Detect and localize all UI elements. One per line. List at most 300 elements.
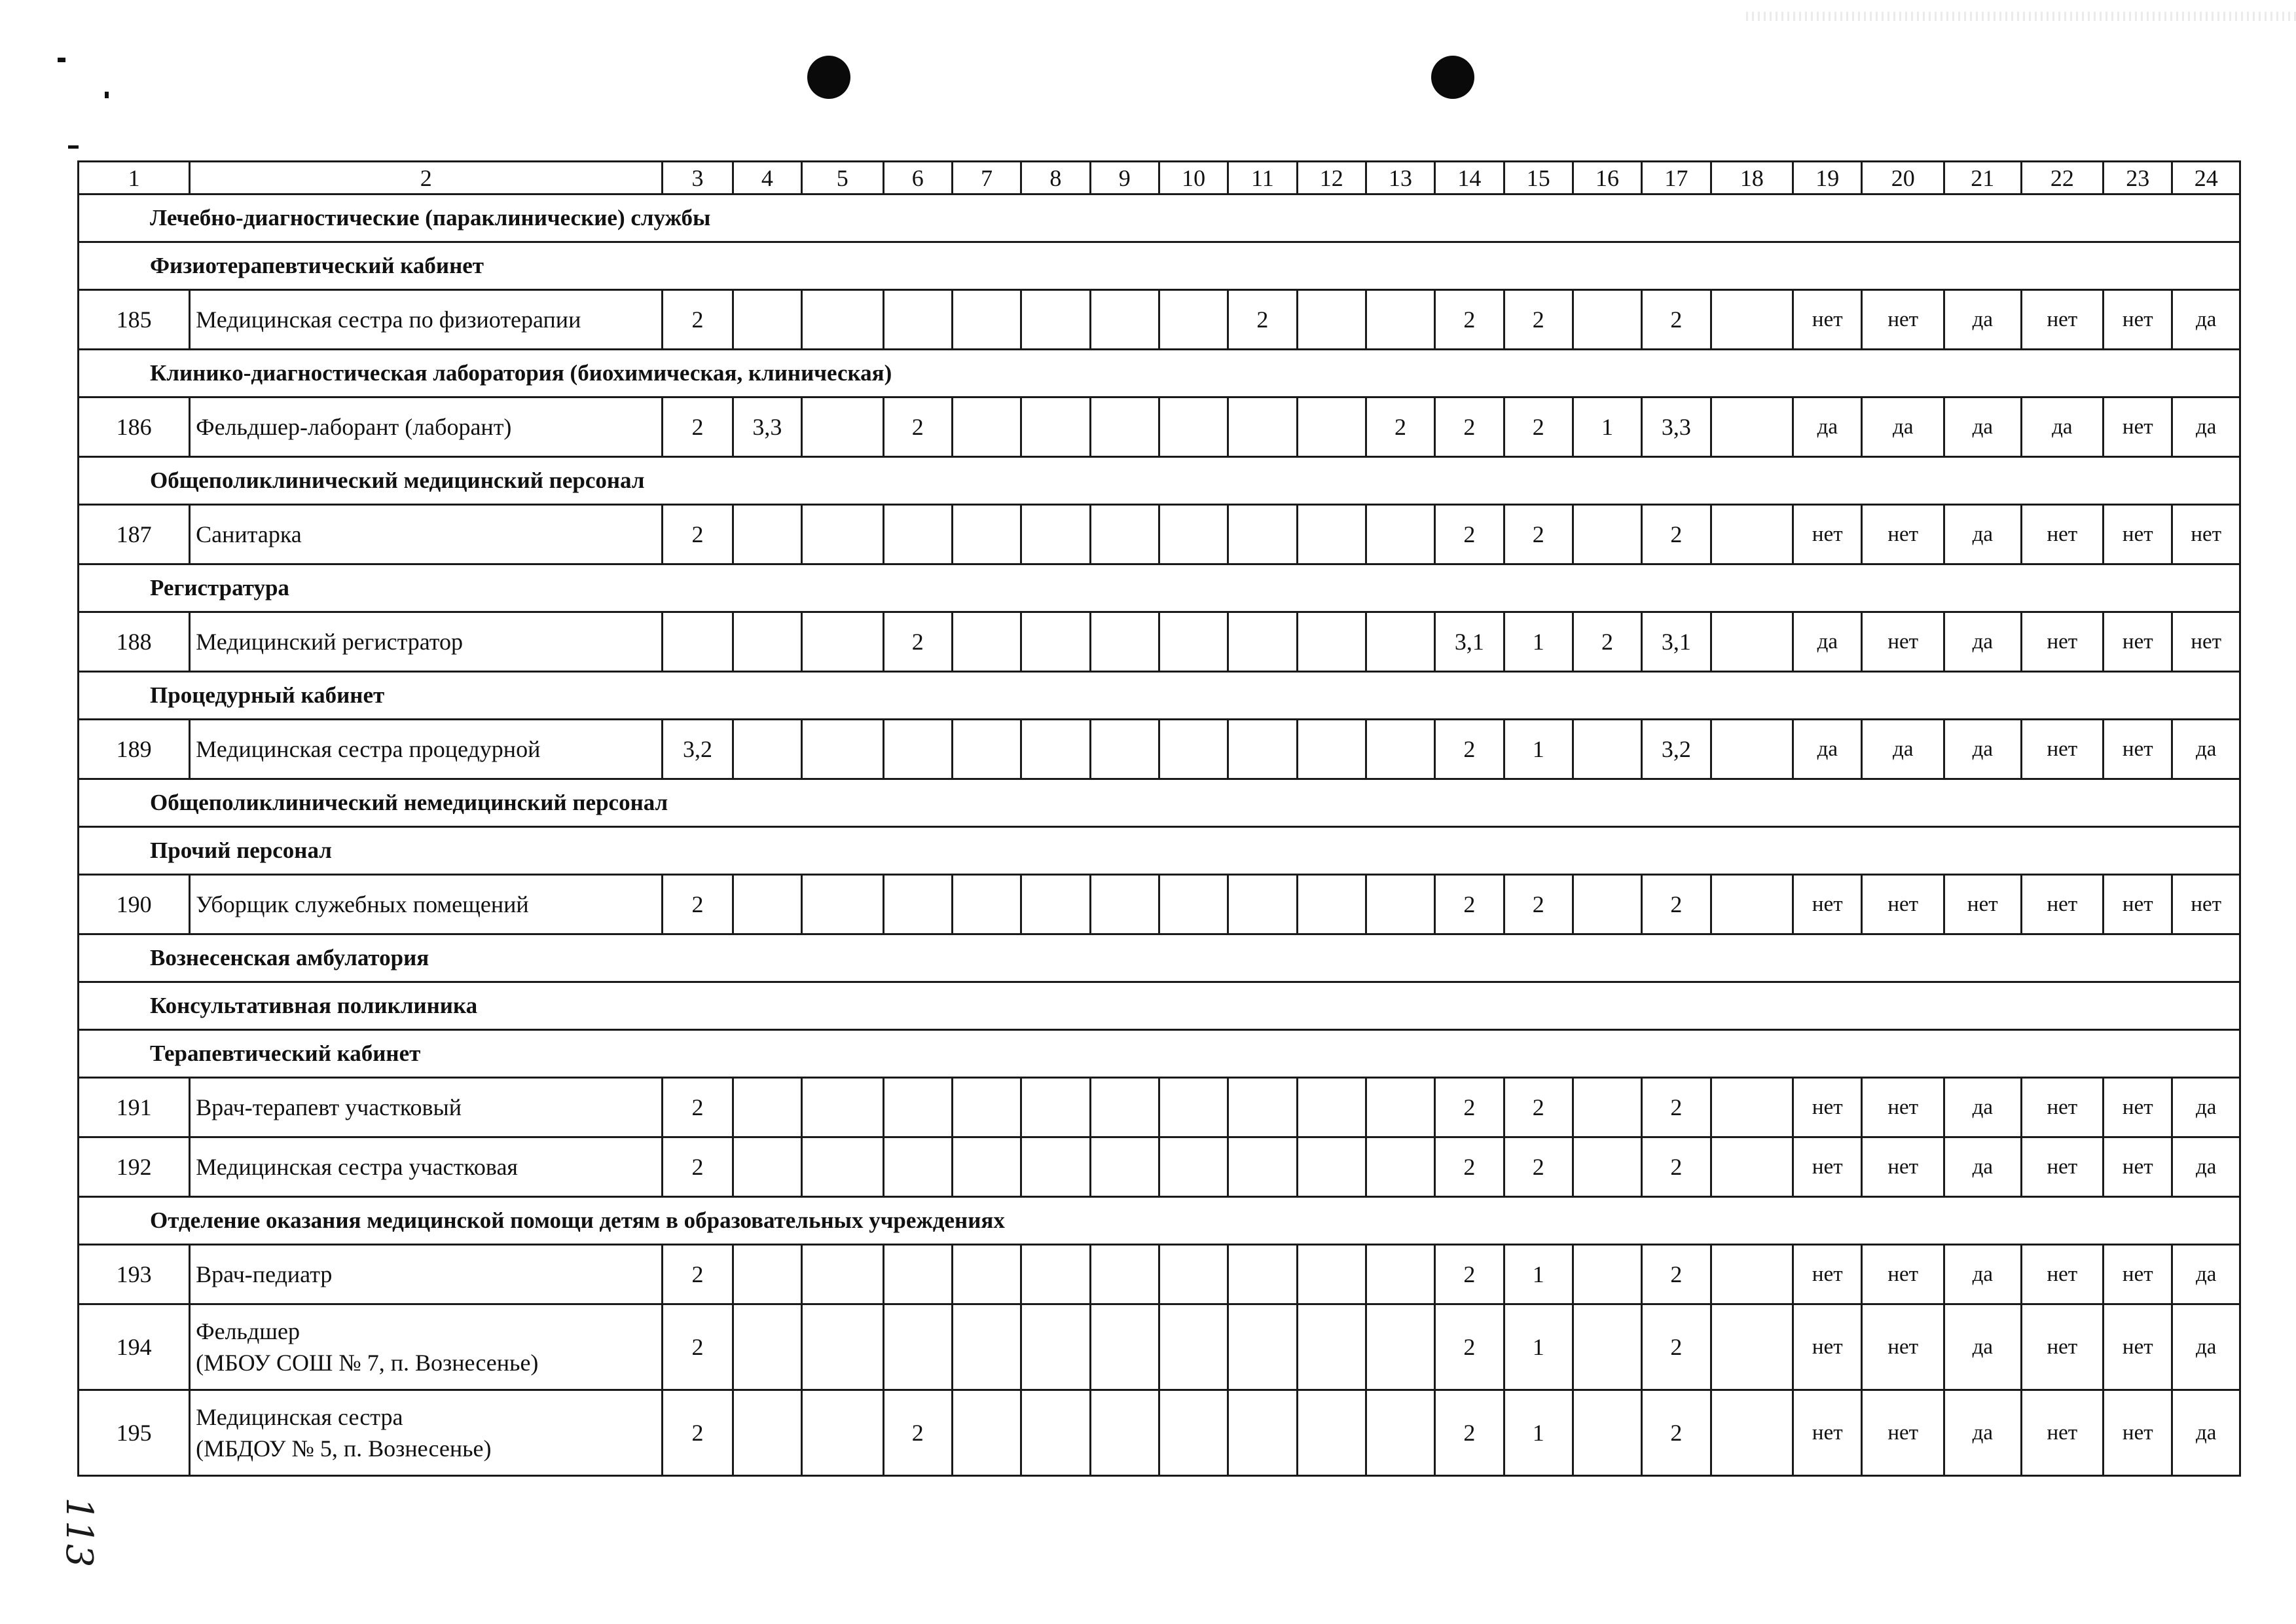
yes-no-cell: нет xyxy=(1862,875,1944,934)
position-name-line: Фельдшер-лаборант (лаборант) xyxy=(196,414,512,440)
class-cell xyxy=(802,720,884,779)
class-cell xyxy=(1297,875,1366,934)
column-number: 10 xyxy=(1159,162,1228,194)
class-cell xyxy=(952,1304,1021,1390)
position-name-line: Фельдшер xyxy=(196,1318,300,1344)
class-cell xyxy=(1366,1137,1434,1197)
section-title: Вознесенская амбулатория xyxy=(79,934,2240,982)
yes-no-cell: нет xyxy=(2021,875,2104,934)
position-name-line: Уборщик служебных помещений xyxy=(196,891,529,917)
yes-no-cell: нет xyxy=(1793,1078,1862,1137)
class-cell xyxy=(883,1137,952,1197)
class-cell xyxy=(1711,1137,1793,1197)
section-title: Физиотерапевтический кабинет xyxy=(79,242,2240,290)
class-cell xyxy=(1366,612,1434,672)
position-name xyxy=(190,1390,663,1476)
column-number: 21 xyxy=(1944,162,2021,194)
class-cell xyxy=(1297,1245,1366,1304)
yes-no-cell: нет xyxy=(1862,1245,1944,1304)
yes-no-cell: нет xyxy=(1793,875,1862,934)
punch-hole xyxy=(1431,56,1474,99)
class-cell xyxy=(1159,1245,1228,1304)
class-cell xyxy=(1366,1245,1434,1304)
class-cell xyxy=(1159,612,1228,672)
yes-no-cell: да xyxy=(1862,397,1944,457)
section-row xyxy=(79,827,2240,875)
position-name xyxy=(190,290,663,350)
class-cell: 2 xyxy=(1642,1137,1711,1197)
yes-no-cell: нет xyxy=(2104,1078,2172,1137)
position-name xyxy=(190,1137,663,1197)
position-name xyxy=(190,505,663,564)
column-number: 19 xyxy=(1793,162,1862,194)
class-cell: 1 xyxy=(1504,720,1573,779)
class-cell: 2 xyxy=(1642,505,1711,564)
yes-no-cell: нет xyxy=(2104,612,2172,672)
class-cell xyxy=(1021,875,1090,934)
column-number: 8 xyxy=(1021,162,1090,194)
class-cell xyxy=(1573,1245,1641,1304)
class-cell xyxy=(1090,1304,1159,1390)
class-cell xyxy=(802,612,884,672)
class-cell xyxy=(733,1078,801,1137)
column-number: 12 xyxy=(1297,162,1366,194)
section-row xyxy=(79,1197,2240,1245)
class-cell xyxy=(733,290,801,350)
class-cell xyxy=(1228,720,1297,779)
yes-no-cell: нет xyxy=(2021,505,2104,564)
row-number: 195 xyxy=(79,1390,190,1476)
class-cell xyxy=(802,505,884,564)
row-number: 186 xyxy=(79,397,190,457)
yes-no-cell: нет xyxy=(1944,875,2021,934)
class-cell xyxy=(952,1078,1021,1137)
section-title: Отделение оказания медицинской помощи детям в образовательных учреждениях xyxy=(79,1197,2240,1245)
class-cell: 2 xyxy=(663,505,733,564)
yes-no-cell: нет xyxy=(2172,505,2240,564)
scan-speck xyxy=(105,92,109,98)
column-number: 20 xyxy=(1862,162,1944,194)
class-cell xyxy=(1021,1078,1090,1137)
section-row xyxy=(79,194,2240,242)
row-number: 189 xyxy=(79,720,190,779)
class-cell xyxy=(883,720,952,779)
yes-no-cell: да xyxy=(1944,1078,2021,1137)
yes-no-cell: да xyxy=(1944,290,2021,350)
class-cell xyxy=(952,612,1021,672)
column-number: 18 xyxy=(1711,162,1793,194)
yes-no-cell: нет xyxy=(1793,1245,1862,1304)
class-cell xyxy=(1021,612,1090,672)
class-cell: 3,1 xyxy=(1435,612,1504,672)
yes-no-cell: да xyxy=(2172,1245,2240,1304)
class-cell xyxy=(1228,1390,1297,1476)
class-cell xyxy=(1297,720,1366,779)
class-cell: 3,3 xyxy=(1642,397,1711,457)
class-cell xyxy=(952,290,1021,350)
class-cell xyxy=(1021,1245,1090,1304)
class-cell: 2 xyxy=(1435,1245,1504,1304)
yes-no-cell: да xyxy=(2172,290,2240,350)
class-cell xyxy=(733,1390,801,1476)
class-cell xyxy=(1090,1390,1159,1476)
class-cell xyxy=(1021,505,1090,564)
section-title: Прочий персонал xyxy=(79,827,2240,875)
yes-no-cell: нет xyxy=(2172,875,2240,934)
class-cell xyxy=(1228,1304,1297,1390)
column-number: 16 xyxy=(1573,162,1641,194)
class-cell xyxy=(1159,720,1228,779)
yes-no-cell: нет xyxy=(1793,1390,1862,1476)
class-cell xyxy=(802,290,884,350)
yes-no-cell: да xyxy=(2172,1137,2240,1197)
class-cell xyxy=(733,1137,801,1197)
class-cell xyxy=(1159,1304,1228,1390)
yes-no-cell: нет xyxy=(2172,612,2240,672)
class-cell xyxy=(1159,290,1228,350)
yes-no-cell: да xyxy=(1944,397,2021,457)
section-title: Общеполиклинический медицинский персонал xyxy=(79,457,2240,505)
row-number: 187 xyxy=(79,505,190,564)
section-row xyxy=(79,779,2240,827)
position-name xyxy=(190,720,663,779)
page-number: 113 xyxy=(58,1497,100,1568)
class-cell xyxy=(1297,505,1366,564)
class-cell xyxy=(1297,290,1366,350)
class-cell xyxy=(663,612,733,672)
yes-no-cell: нет xyxy=(2021,290,2104,350)
row-number: 188 xyxy=(79,612,190,672)
class-cell xyxy=(1573,1137,1641,1197)
yes-no-cell: нет xyxy=(1793,505,1862,564)
class-cell xyxy=(733,875,801,934)
scan-noise xyxy=(1746,12,2296,21)
class-cell xyxy=(1573,720,1641,779)
class-cell: 2 xyxy=(1435,1137,1504,1197)
class-cell: 1 xyxy=(1573,397,1641,457)
yes-no-cell: да xyxy=(1793,612,1862,672)
class-cell xyxy=(1090,1078,1159,1137)
position-name xyxy=(190,1304,663,1390)
position-name xyxy=(190,1245,663,1304)
class-cell xyxy=(1573,290,1641,350)
yes-no-cell: да xyxy=(2172,720,2240,779)
column-number: 3 xyxy=(663,162,733,194)
table-row xyxy=(79,720,2240,779)
class-cell: 2 xyxy=(1435,290,1504,350)
class-cell: 1 xyxy=(1504,1304,1573,1390)
yes-no-cell: да xyxy=(1944,1390,2021,1476)
class-cell xyxy=(1573,1078,1641,1137)
position-name-line: Медицинская сестра участковая xyxy=(196,1154,518,1180)
class-cell: 1 xyxy=(1504,1245,1573,1304)
column-number: 23 xyxy=(2104,162,2172,194)
class-cell xyxy=(1366,1390,1434,1476)
class-cell xyxy=(1711,1304,1793,1390)
yes-no-cell: нет xyxy=(2021,1137,2104,1197)
class-cell xyxy=(1159,875,1228,934)
class-cell xyxy=(1021,1390,1090,1476)
class-cell xyxy=(1366,505,1434,564)
class-cell xyxy=(1021,397,1090,457)
class-cell xyxy=(1159,397,1228,457)
class-cell: 2 xyxy=(1504,290,1573,350)
row-number: 190 xyxy=(79,875,190,934)
class-cell xyxy=(1021,1304,1090,1390)
class-cell xyxy=(1366,720,1434,779)
class-cell xyxy=(1297,1137,1366,1197)
position-name-line: Санитарка xyxy=(196,521,302,547)
section-title: Лечебно-диагностические (параклинические) службы xyxy=(79,194,2240,242)
class-cell xyxy=(733,1304,801,1390)
class-cell xyxy=(1090,875,1159,934)
class-cell xyxy=(1090,1137,1159,1197)
yes-no-cell: нет xyxy=(2021,1078,2104,1137)
class-cell xyxy=(1090,397,1159,457)
yes-no-cell: да xyxy=(2172,397,2240,457)
position-name-line: (МБОУ СОШ № 7, п. Вознесенье) xyxy=(196,1350,539,1376)
position-name xyxy=(190,875,663,934)
class-cell xyxy=(1711,720,1793,779)
class-cell xyxy=(1711,875,1793,934)
class-cell: 3,2 xyxy=(663,720,733,779)
column-number: 1 xyxy=(79,162,190,194)
column-number: 24 xyxy=(2172,162,2240,194)
section-row xyxy=(79,350,2240,397)
yes-no-cell: да xyxy=(2021,397,2104,457)
yes-no-cell: нет xyxy=(2021,1390,2104,1476)
column-number: 7 xyxy=(952,162,1021,194)
class-cell xyxy=(802,1137,884,1197)
assessment-table xyxy=(77,160,2241,1477)
class-cell: 2 xyxy=(1435,720,1504,779)
class-cell xyxy=(1366,290,1434,350)
class-cell xyxy=(883,290,952,350)
class-cell xyxy=(952,1390,1021,1476)
row-number: 191 xyxy=(79,1078,190,1137)
class-cell: 2 xyxy=(1504,875,1573,934)
yes-no-cell: нет xyxy=(1862,1078,1944,1137)
class-cell xyxy=(952,720,1021,779)
class-cell xyxy=(1228,1137,1297,1197)
class-cell: 2 xyxy=(663,397,733,457)
position-name-line: Врач-терапевт участковый xyxy=(196,1094,462,1120)
class-cell xyxy=(1021,290,1090,350)
class-cell: 2 xyxy=(1642,1078,1711,1137)
class-cell xyxy=(1228,505,1297,564)
yes-no-cell: да xyxy=(1793,397,1862,457)
yes-no-cell: нет xyxy=(2021,1245,2104,1304)
class-cell xyxy=(1228,1245,1297,1304)
class-cell xyxy=(1297,1390,1366,1476)
class-cell: 3,1 xyxy=(1642,612,1711,672)
class-cell xyxy=(802,1078,884,1137)
class-cell xyxy=(1573,505,1641,564)
class-cell xyxy=(952,397,1021,457)
yes-no-cell: да xyxy=(1944,1137,2021,1197)
class-cell xyxy=(1711,1245,1793,1304)
section-row xyxy=(79,1030,2240,1078)
scan-speck xyxy=(58,58,65,62)
class-cell: 2 xyxy=(1504,505,1573,564)
section-title: Общеполиклинический немедицинский персонал xyxy=(79,779,2240,827)
class-cell xyxy=(1090,720,1159,779)
class-cell xyxy=(1090,290,1159,350)
section-row xyxy=(79,672,2240,720)
class-cell xyxy=(1711,397,1793,457)
class-cell xyxy=(1159,1078,1228,1137)
table-row xyxy=(79,397,2240,457)
column-number: 4 xyxy=(733,162,801,194)
position-name xyxy=(190,612,663,672)
column-number: 17 xyxy=(1642,162,1711,194)
section-title: Регистратура xyxy=(79,564,2240,612)
yes-no-cell: нет xyxy=(2104,720,2172,779)
header-row xyxy=(79,162,2240,194)
class-cell xyxy=(802,875,884,934)
section-row xyxy=(79,242,2240,290)
column-number: 2 xyxy=(190,162,663,194)
class-cell: 2 xyxy=(1435,397,1504,457)
yes-no-cell: нет xyxy=(2104,397,2172,457)
class-cell xyxy=(883,1078,952,1137)
row-number: 192 xyxy=(79,1137,190,1197)
table-row xyxy=(79,1304,2240,1390)
class-cell xyxy=(1297,612,1366,672)
yes-no-cell: нет xyxy=(2021,1304,2104,1390)
class-cell: 2 xyxy=(1642,1390,1711,1476)
yes-no-cell: нет xyxy=(1862,505,1944,564)
table-body xyxy=(79,162,2240,1476)
position-name-line: Медицинская сестра xyxy=(196,1404,403,1430)
class-cell: 2 xyxy=(1504,397,1573,457)
position-name xyxy=(190,397,663,457)
class-cell xyxy=(952,505,1021,564)
position-name-line: Врач-педиатр xyxy=(196,1261,333,1287)
section-row xyxy=(79,934,2240,982)
class-cell xyxy=(952,1137,1021,1197)
column-number: 22 xyxy=(2021,162,2104,194)
class-cell: 2 xyxy=(1642,290,1711,350)
table-row xyxy=(79,612,2240,672)
class-cell xyxy=(1711,1078,1793,1137)
table-row xyxy=(79,1137,2240,1197)
yes-no-cell: да xyxy=(1944,505,2021,564)
yes-no-cell: нет xyxy=(2104,1137,2172,1197)
yes-no-cell: нет xyxy=(2104,875,2172,934)
yes-no-cell: нет xyxy=(1862,1137,1944,1197)
yes-no-cell: нет xyxy=(2104,290,2172,350)
position-name-line: (МБДОУ № 5, п. Вознесенье) xyxy=(196,1435,492,1462)
class-cell: 2 xyxy=(663,1078,733,1137)
table-row xyxy=(79,290,2240,350)
class-cell: 2 xyxy=(1435,1078,1504,1137)
yes-no-cell: да xyxy=(1944,720,2021,779)
class-cell xyxy=(1228,1078,1297,1137)
section-title: Клинико-диагностическая лаборатория (биохимическая, клиническая) xyxy=(79,350,2240,397)
class-cell xyxy=(1021,1137,1090,1197)
table-row xyxy=(79,1245,2240,1304)
class-cell xyxy=(952,1245,1021,1304)
scan-speck xyxy=(68,145,79,149)
class-cell: 1 xyxy=(1504,1390,1573,1476)
position-name-line: Медицинская сестра процедурной xyxy=(196,736,541,762)
yes-no-cell: да xyxy=(1944,1245,2021,1304)
punch-hole xyxy=(807,56,850,99)
class-cell: 2 xyxy=(1642,875,1711,934)
row-number: 194 xyxy=(79,1304,190,1390)
class-cell xyxy=(1366,875,1434,934)
yes-no-cell: нет xyxy=(2104,1245,2172,1304)
class-cell xyxy=(1228,875,1297,934)
section-row xyxy=(79,457,2240,505)
class-cell xyxy=(1021,720,1090,779)
yes-no-cell: нет xyxy=(1862,290,1944,350)
class-cell xyxy=(1297,1078,1366,1137)
class-cell: 2 xyxy=(663,875,733,934)
yes-no-cell: нет xyxy=(1793,1304,1862,1390)
class-cell xyxy=(1090,1245,1159,1304)
class-cell xyxy=(1366,1078,1434,1137)
class-cell xyxy=(1711,505,1793,564)
class-cell xyxy=(1090,612,1159,672)
position-name-line: Медицинский регистратор xyxy=(196,629,464,655)
table-row xyxy=(79,1078,2240,1137)
class-cell: 2 xyxy=(1504,1078,1573,1137)
class-cell xyxy=(802,1390,884,1476)
class-cell: 2 xyxy=(883,1390,952,1476)
class-cell xyxy=(1711,290,1793,350)
column-number: 14 xyxy=(1435,162,1504,194)
yes-no-cell: да xyxy=(2172,1304,2240,1390)
class-cell: 2 xyxy=(663,290,733,350)
yes-no-cell: нет xyxy=(1862,1304,1944,1390)
row-number: 185 xyxy=(79,290,190,350)
column-number: 9 xyxy=(1090,162,1159,194)
yes-no-cell: да xyxy=(2172,1078,2240,1137)
position-name xyxy=(190,1078,663,1137)
table-row xyxy=(79,1390,2240,1476)
class-cell: 2 xyxy=(1366,397,1434,457)
class-cell xyxy=(1366,1304,1434,1390)
class-cell xyxy=(1297,397,1366,457)
class-cell xyxy=(1711,612,1793,672)
class-cell: 2 xyxy=(1573,612,1641,672)
position-name-line: Медицинская сестра по физиотерапии xyxy=(196,306,581,333)
class-cell: 2 xyxy=(1435,505,1504,564)
class-cell xyxy=(1090,505,1159,564)
class-cell xyxy=(883,1304,952,1390)
class-cell: 2 xyxy=(663,1137,733,1197)
row-number: 193 xyxy=(79,1245,190,1304)
class-cell: 3,2 xyxy=(1642,720,1711,779)
class-cell xyxy=(733,720,801,779)
yes-no-cell: нет xyxy=(2021,720,2104,779)
yes-no-cell: нет xyxy=(1793,290,1862,350)
class-cell: 1 xyxy=(1504,612,1573,672)
class-cell: 2 xyxy=(1642,1245,1711,1304)
class-cell: 2 xyxy=(1504,1137,1573,1197)
class-cell xyxy=(733,1245,801,1304)
class-cell xyxy=(1159,1390,1228,1476)
class-cell xyxy=(1573,875,1641,934)
class-cell xyxy=(1573,1390,1641,1476)
class-cell xyxy=(1711,1390,1793,1476)
class-cell xyxy=(883,505,952,564)
column-number: 15 xyxy=(1504,162,1573,194)
column-number: 13 xyxy=(1366,162,1434,194)
class-cell: 2 xyxy=(1435,1390,1504,1476)
